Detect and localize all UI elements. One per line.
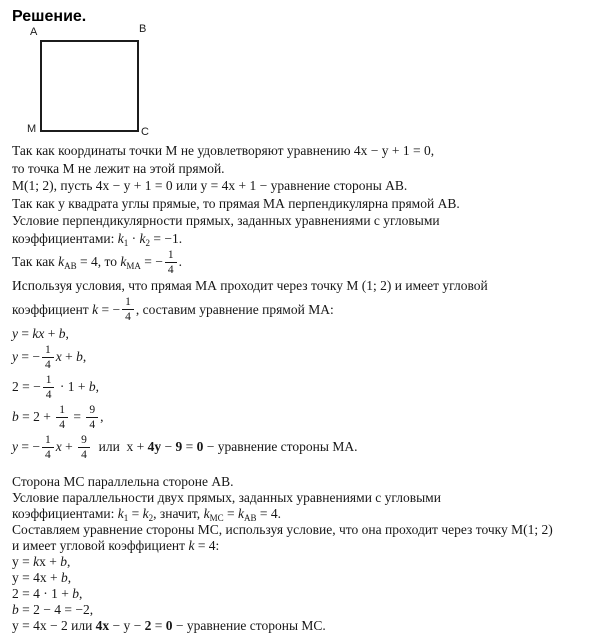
solution-line — [12, 618, 600, 634]
fraction-denominator: 4 — [81, 448, 87, 461]
bold-answer-segment: 0 — [196, 439, 204, 455]
solution-line — [12, 432, 600, 462]
text-segment: = — [151, 618, 166, 633]
solution-line — [12, 177, 600, 195]
text-segment: = − — [140, 254, 163, 270]
math-variable: b — [58, 325, 66, 341]
math-variable: k — [92, 301, 99, 317]
solution-line — [12, 522, 600, 538]
fraction — [78, 434, 90, 461]
variable-subscript: 1 — [123, 513, 129, 523]
fraction-numerator: 1 — [42, 344, 54, 358]
solution-line — [12, 277, 600, 295]
text-segment: = − — [18, 349, 40, 365]
solution-line — [12, 506, 600, 522]
text-segment: y = — [12, 554, 34, 569]
square-shape — [40, 40, 139, 132]
bold-answer-segment: 0 — [165, 618, 173, 633]
text-segment: М(1; 2), пусть 4x − y + 1 = 0 или y = 4x + 1 − уравнение стороны АВ. — [12, 178, 408, 193]
math-variable: k — [203, 506, 210, 521]
math-variable: b — [12, 602, 19, 617]
solution-line — [12, 160, 600, 178]
text-segment: = 4, то — [76, 254, 121, 270]
text-segment: = 2 − 4 = −2, — [18, 602, 94, 617]
fraction-denominator: 4 — [167, 263, 174, 276]
solution-line — [12, 230, 600, 248]
bold-answer-segment: 4y — [147, 439, 162, 455]
fraction-numerator: 1 — [56, 404, 68, 418]
fraction-denominator: 4 — [59, 418, 65, 431]
fraction-numerator: 1 — [43, 374, 55, 388]
math-variable: x — [55, 439, 62, 455]
solution-line — [12, 570, 600, 586]
text-segment: − y − — [109, 618, 145, 633]
math-variable: b — [12, 409, 19, 425]
text-segment: коэффициентами: — [12, 506, 118, 521]
math-variable: k — [33, 554, 40, 569]
bold-answer-segment: 4x — [95, 618, 110, 633]
math-variable: b — [72, 586, 79, 601]
math-variable: y — [12, 325, 18, 341]
fraction — [43, 374, 55, 401]
math-variable: k — [139, 230, 146, 246]
fraction-denominator: 4 — [45, 388, 52, 401]
text-segment: 2 = − — [12, 379, 41, 395]
text-segment: , — [100, 409, 104, 425]
math-variable: k — [58, 254, 65, 270]
solution-line — [12, 212, 600, 230]
fraction — [122, 296, 134, 323]
text-segment: = — [182, 439, 197, 455]
text-segment: − уравнение стороны МА. — [203, 439, 358, 455]
vertex-label-m: M — [27, 123, 37, 135]
text-segment: − — [161, 439, 176, 455]
subscripted-variable — [118, 231, 129, 246]
fraction-denominator: 4 — [44, 358, 51, 371]
fraction-numerator: 9 — [86, 404, 98, 418]
subscripted-variable — [143, 506, 154, 521]
text-segment: , — [82, 349, 87, 365]
text-segment: , — [65, 325, 69, 341]
text-segment: = − — [18, 439, 40, 455]
math-variable: k — [142, 506, 149, 521]
text-segment: + — [44, 325, 59, 341]
math-variable: x — [55, 349, 62, 365]
text-segment: + — [61, 439, 77, 455]
text-segment: , — [67, 554, 71, 569]
text-segment: , — [95, 379, 99, 395]
solution-line — [12, 142, 600, 160]
solution-line — [12, 586, 600, 602]
paragraph-mc-derivation — [12, 474, 600, 634]
math-variable: y — [12, 349, 18, 365]
math-variable: b — [76, 349, 83, 365]
page-title: Решение. — [12, 8, 87, 25]
solution-line — [12, 342, 600, 372]
fraction — [42, 434, 54, 461]
solution-line — [12, 295, 600, 325]
math-variable: b — [88, 379, 96, 395]
subscripted-variable — [118, 506, 129, 521]
math-variable: k — [188, 538, 195, 553]
paragraph-ma-derivation — [12, 142, 600, 462]
text-segment: = 2 + — [18, 409, 55, 425]
variable-subscript: АВ — [243, 513, 257, 523]
text-segment: · — [128, 230, 140, 246]
text-segment: или x + — [91, 439, 148, 455]
text-segment: = 4. — [256, 506, 281, 521]
fraction-numerator: 1 — [42, 434, 54, 448]
solution-line — [12, 372, 600, 402]
text-segment: , значит, — [153, 506, 204, 521]
text-segment: + — [61, 349, 77, 365]
solution-line — [12, 325, 600, 343]
solution-line — [12, 474, 600, 490]
text-segment: то точка М не лежит на этой прямой. — [12, 160, 225, 176]
bold-answer-segment: 2 — [144, 618, 152, 633]
text-segment: · 1 + — [56, 379, 89, 395]
solution-line — [12, 490, 600, 506]
text-segment: коэффициентами: — [12, 230, 118, 246]
math-variable: k — [117, 506, 124, 521]
variable-subscript: МС — [209, 513, 224, 523]
fraction — [56, 404, 68, 431]
text-segment: Так как координаты точки М не удовлетворяют уравнению 4x − y + 1 = 0, — [12, 143, 435, 158]
text-segment: , составим уравнение прямой МА: — [135, 301, 334, 317]
solution-line — [12, 195, 600, 213]
text-segment: = − — [98, 301, 121, 317]
subscripted-variable — [204, 506, 224, 521]
square-diagram — [0, 0, 220, 143]
subscripted-variable — [140, 231, 151, 246]
text-segment: Так как — [12, 254, 59, 270]
text-segment: = — [18, 325, 33, 341]
text-segment: коэффициент — [12, 301, 93, 317]
vertex-label-b: B — [139, 23, 147, 35]
text-segment: Сторона МС параллельна стороне АВ. — [12, 474, 234, 489]
math-variable: k — [237, 506, 244, 521]
solution-line — [12, 602, 600, 618]
solution-line — [12, 247, 600, 277]
fraction-denominator: 4 — [125, 311, 131, 323]
text-segment: 2 = 4 · 1 + — [12, 586, 73, 601]
fraction — [86, 404, 98, 431]
math-variable: kx — [32, 325, 45, 341]
text-segment: = — [128, 506, 143, 521]
solution-line — [12, 554, 600, 570]
fraction-numerator: 1 — [122, 296, 134, 310]
text-segment: = — [223, 506, 238, 521]
text-segment: Используя условия, что прямая МА проходит через точку М (1; 2) и имеет угловой — [12, 278, 488, 293]
variable-subscript: МА — [126, 261, 141, 272]
math-variable: b — [60, 554, 67, 569]
text-segment: Составляем уравнение стороны МС, используя условие, что она проходит через точку М(1; 2) — [12, 522, 553, 537]
variable-subscript: 1 — [123, 237, 129, 248]
vertex-label-c: C — [141, 126, 149, 138]
text-segment: = −1. — [150, 230, 183, 246]
text-segment: − уравнение стороны МС. — [172, 618, 326, 633]
text-segment: y = 4x − 2 или — [12, 618, 96, 633]
text-segment: = 4: — [194, 538, 220, 553]
math-variable: y — [12, 439, 18, 455]
solution-text — [12, 142, 600, 634]
solution-line — [12, 402, 600, 432]
text-segment: и имеет угловой коэффициент — [12, 538, 189, 553]
math-variable: b — [60, 570, 68, 585]
text-segment: Условие перпендикулярности прямых, заданных уравнениями с угловыми — [12, 213, 440, 228]
subscripted-variable — [58, 253, 77, 271]
math-variable: k — [120, 254, 127, 270]
subscripted-variable — [120, 253, 141, 271]
fraction-numerator: 9 — [78, 434, 90, 448]
fraction — [42, 344, 54, 371]
variable-subscript: 2 — [148, 513, 154, 523]
variable-subscript: 2 — [145, 237, 151, 248]
math-variable: k — [117, 230, 124, 246]
fraction-numerator: 1 — [165, 249, 177, 263]
subscripted-variable — [238, 506, 257, 521]
text-segment: , — [67, 570, 72, 585]
vertex-label-a: A — [30, 26, 38, 38]
fraction — [165, 249, 177, 276]
text-segment: y = 4x + — [12, 570, 61, 585]
fraction-denominator: 4 — [89, 418, 96, 431]
text-segment: , — [78, 586, 83, 601]
variable-subscript: АВ — [64, 261, 77, 272]
solution-line — [12, 538, 600, 554]
text-segment: . — [178, 254, 182, 270]
bold-answer-segment: 9 — [175, 439, 183, 455]
text-segment: = — [69, 409, 85, 425]
fraction-denominator: 4 — [44, 448, 51, 461]
text-segment: x + — [39, 554, 61, 569]
text-segment: Условие параллельности двух прямых, заданных уравнениями с угловыми — [12, 490, 441, 505]
text-segment: Так как у квадрата углы прямые, то прямая МА перпендикулярна прямой АВ. — [12, 195, 460, 211]
